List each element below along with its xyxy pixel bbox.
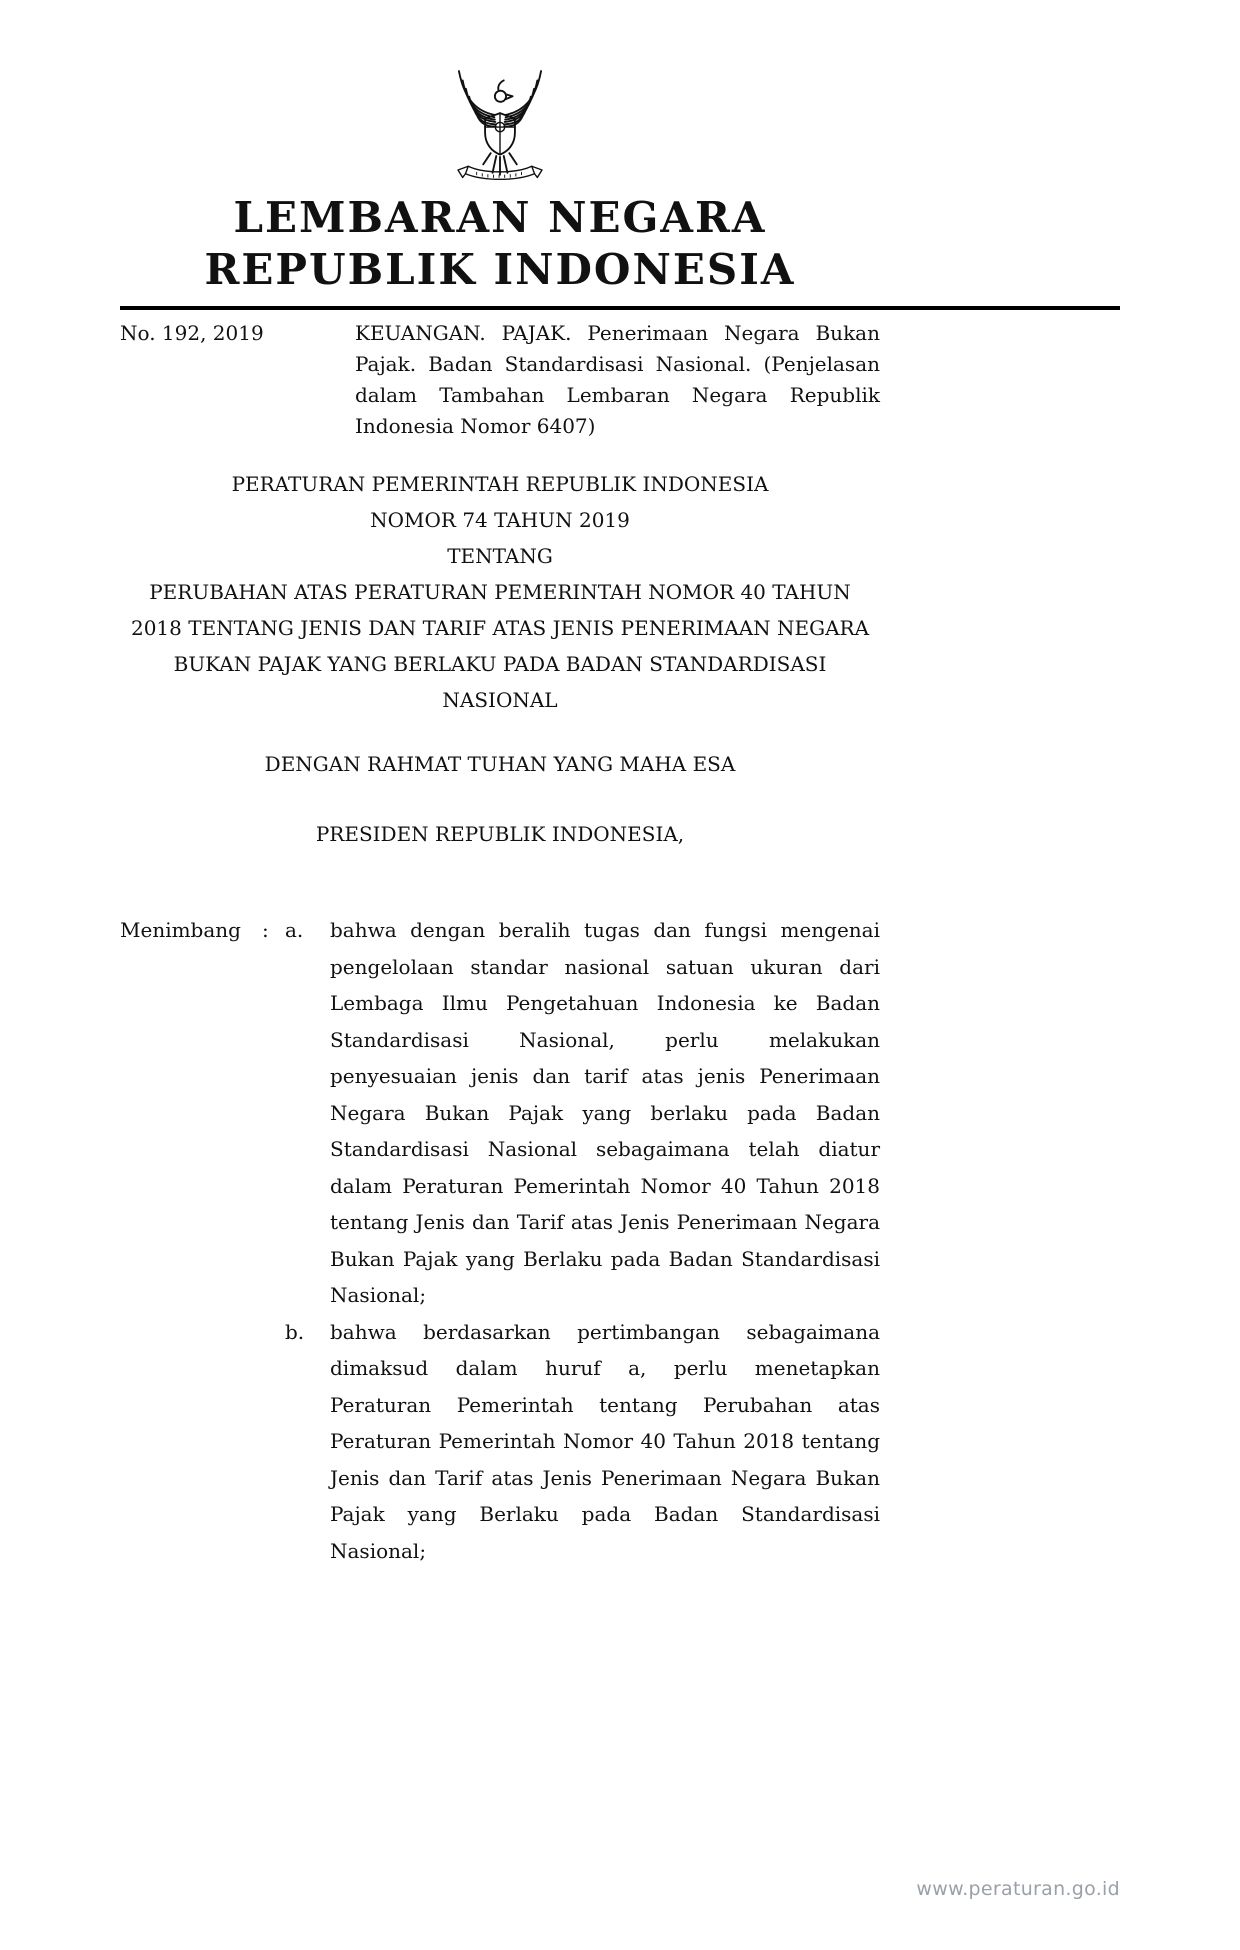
regulation-number: NOMOR 74 TAHUN 2019 bbox=[370, 508, 630, 532]
issue-subject: KEUANGAN. PAJAK. Penerimaan Negara Bukan Pajak. Badan Standardisasi Nasional. (Penjelasan dalam Tambahan Lembaran Negara Republik Indonesia Nomor 6407) bbox=[355, 321, 880, 438]
regulation-type: PERATURAN PEMERINTAH REPUBLIK INDONESIA bbox=[231, 472, 769, 496]
regulation-tentang: TENTANG bbox=[447, 544, 553, 568]
masthead-rule bbox=[120, 306, 1120, 310]
considerations-row bbox=[120, 912, 880, 1569]
considerations-colon: : bbox=[262, 918, 269, 942]
item-text: bahwa dengan beralih tugas dan fungsi mengenai pengelolaan standar nasional satuan ukuran dari Lembaga Ilmu Pengetahuan Indonesia ke Badan Standardisasi Nasional, perlu melakukan penyesuaian jenis dan tarif atas jenis Penerimaan Negara Bukan Pajak yang berlaku pada Badan Standardisasi Nasional sebagaimana telah diatur dalam Peraturan Pemerintah Nomor 40 Tahun 2018 tentang Jenis dan Tarif atas Jenis Penerimaan Negara Bukan Pajak yang Berlaku pada Badan Standardisasi Nasional; bbox=[330, 918, 880, 1307]
masthead bbox=[120, 0, 880, 296]
garuda-pancasila-emblem bbox=[120, 58, 880, 184]
gazette-title-line1: LEMBARAN NEGARA bbox=[233, 193, 767, 242]
watermark-url: www.peraturan.go.id bbox=[916, 1878, 1120, 1900]
issue-number: No. 192, 2019 bbox=[120, 321, 264, 345]
considerations-list bbox=[285, 912, 880, 1569]
gazette-title bbox=[120, 192, 880, 296]
item-text: bahwa berdasarkan pertimbangan sebagaimana dimaksud dalam huruf a, perlu menetapkan Peraturan Pemerintah tentang Perubahan atas Peraturan Pemerintah Nomor 40 Tahun 2018 tentang Jenis dan Tarif atas Jenis Penerimaan Negara Bukan Pajak yang Berlaku pada Badan Standardisasi Nasional; bbox=[330, 1319, 880, 1563]
consideration-item-b bbox=[285, 1314, 880, 1570]
item-marker: a. bbox=[285, 918, 304, 942]
considerations-section bbox=[120, 912, 880, 1569]
consideration-item-a bbox=[285, 912, 880, 1314]
invocation-line: DENGAN RAHMAT TUHAN YANG MAHA ESA bbox=[264, 752, 736, 776]
garuda-emblem-icon bbox=[444, 58, 556, 184]
issue-row bbox=[120, 318, 880, 442]
regulation-subject: PERUBAHAN ATAS PERATURAN PEMERINTAH NOMOR 40 TAHUN 2018 TENTANG JENIS DAN TARIF ATAS JENIS PENERIMAAN NEGARA BUKAN PAJAK YANG BERLAKU PADA BADAN STANDARDISASI NASIONAL bbox=[130, 580, 870, 712]
gazette-title-line2: REPUBLIK INDONESIA bbox=[204, 245, 796, 294]
regulation-heading bbox=[120, 466, 880, 852]
item-marker: b. bbox=[285, 1319, 305, 1344]
authority-line: PRESIDEN REPUBLIK INDONESIA, bbox=[315, 822, 685, 846]
considerations-label: Menimbang bbox=[120, 918, 241, 942]
